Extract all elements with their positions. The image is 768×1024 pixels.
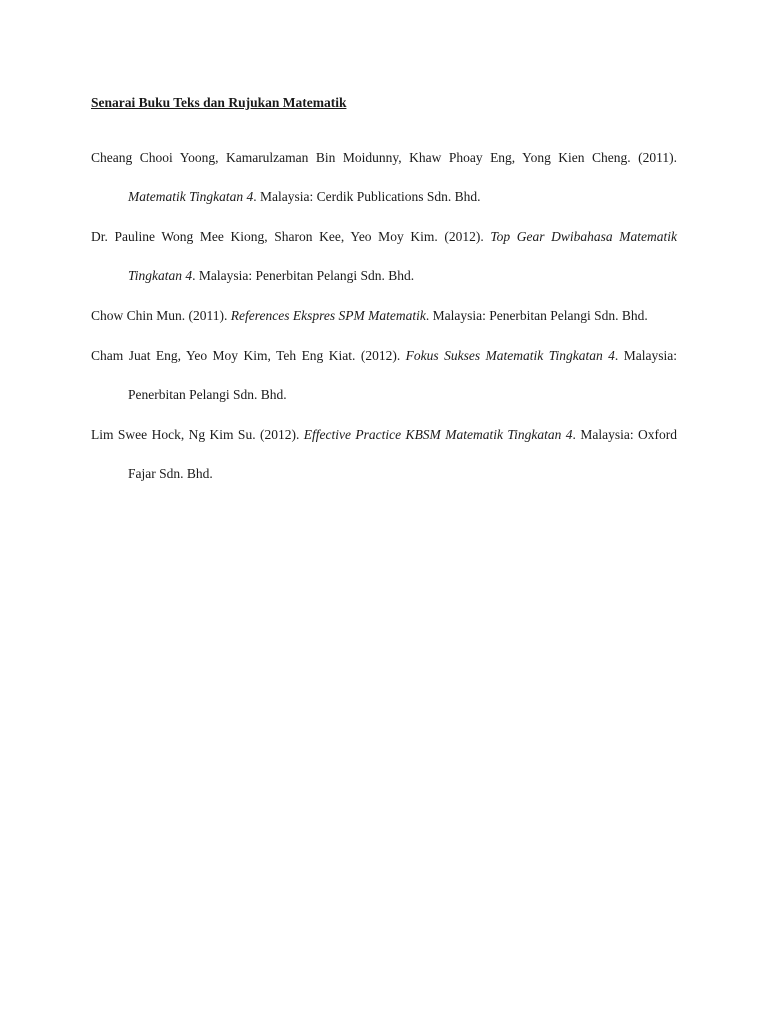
reference-title: Top Gear Dwibahasa Matematik Tingkatan 4	[128, 229, 677, 283]
reference-title: References Ekspres SPM Matematik	[230, 308, 426, 323]
reference-authors: Chow Chin Mun.	[91, 308, 186, 323]
reference-publisher: . Malaysia: Cerdik Publications Sdn. Bhd.	[253, 189, 481, 204]
reference-publisher: . Malaysia: Penerbitan Pelangi Sdn. Bhd.	[425, 308, 648, 323]
reference-authors: Dr. Pauline Wong Mee Kiong, Sharon Kee, Yeo Moy Kim.	[91, 229, 438, 244]
reference-item	[91, 336, 677, 414]
reference-year: (2012).	[437, 229, 491, 244]
page-title: Senarai Buku Teks dan Rujukan Matematik	[91, 95, 347, 110]
reference-list	[91, 138, 677, 493]
reference-year: (2012).	[255, 427, 304, 442]
reference-title: Matematik Tingkatan 4	[128, 189, 254, 204]
reference-item	[91, 138, 677, 216]
reference-authors: Lim Swee Hock, Ng Kim Su.	[91, 427, 256, 442]
reference-item	[91, 217, 677, 295]
reference-item	[91, 415, 677, 493]
reference-authors: Cheang Chooi Yoong, Kamarulzaman Bin Moidunny, Khaw Phoay Eng, Yong Kien Cheng.	[91, 150, 631, 165]
reference-year: (2011).	[630, 150, 677, 165]
reference-publisher: . Malaysia: Penerbitan Pelangi Sdn. Bhd.	[128, 348, 677, 402]
reference-item	[91, 296, 677, 335]
reference-authors: Cham Juat Eng, Yeo Moy Kim, Teh Eng Kiat.	[91, 348, 356, 363]
reference-publisher: . Malaysia: Oxford Fajar Sdn. Bhd.	[128, 427, 677, 481]
reference-year: (2012).	[355, 348, 406, 363]
reference-title: Effective Practice KBSM Matematik Tingkatan 4	[303, 427, 573, 442]
reference-year: (2011).	[185, 308, 231, 323]
reference-title: Fokus Sukses Matematik Tingkatan 4	[405, 348, 615, 363]
document-page	[91, 94, 677, 494]
reference-publisher: . Malaysia: Penerbitan Pelangi Sdn. Bhd.	[192, 268, 415, 283]
